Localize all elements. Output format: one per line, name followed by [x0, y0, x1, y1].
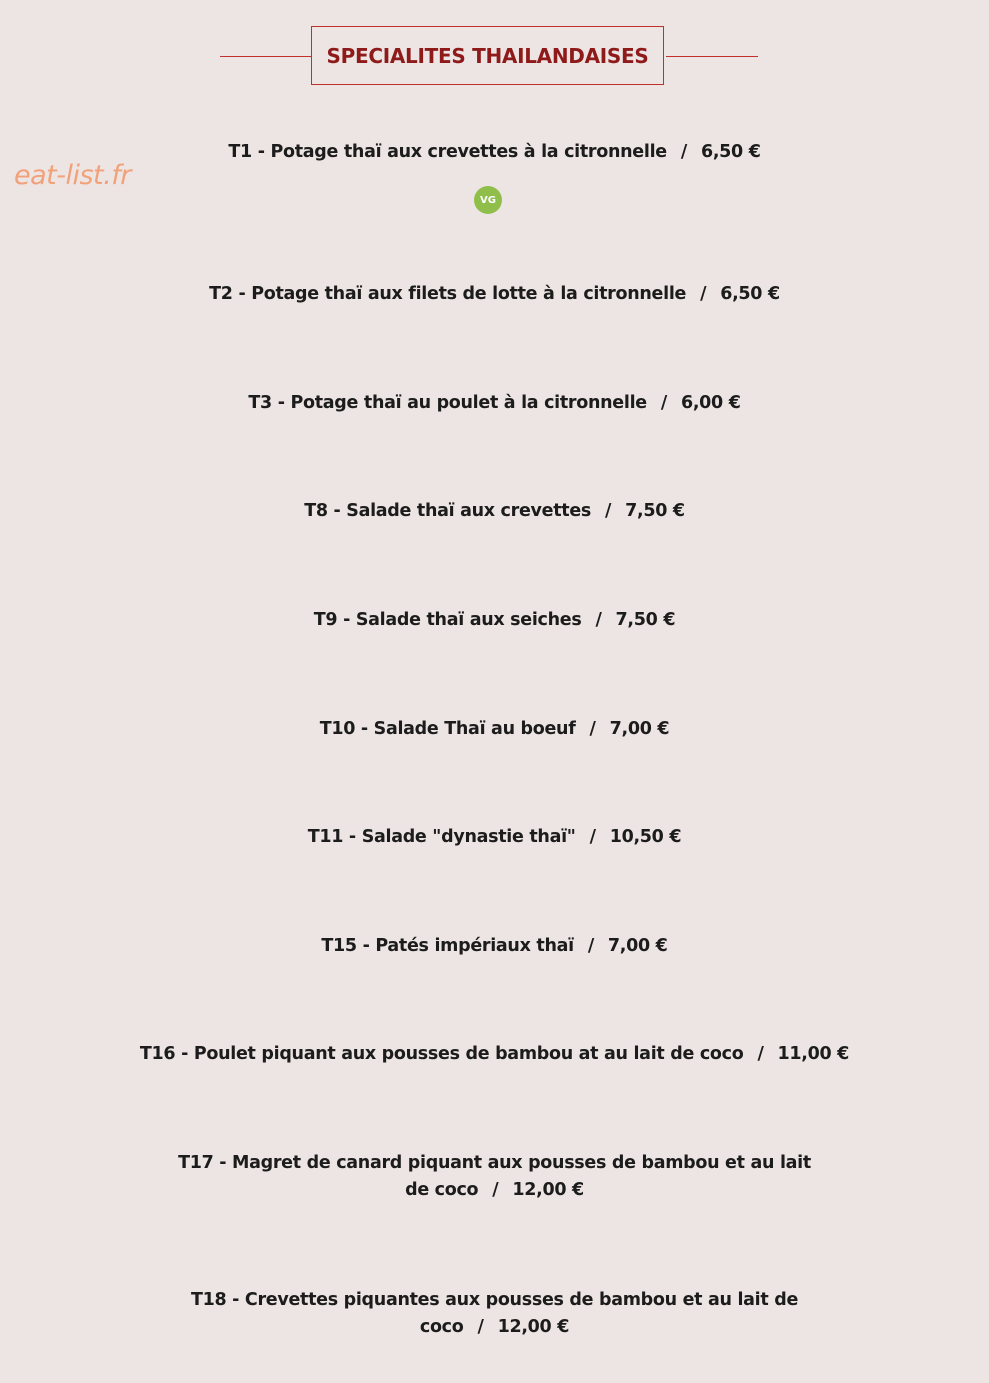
menu-item-name: T11 - Salade "dynastie thaï" [307, 827, 576, 847]
menu-item-name: T10 - Salade Thaï au boeuf [319, 719, 576, 739]
price-separator: / [605, 501, 612, 521]
menu-item-price: 7,00 € [609, 719, 670, 739]
section-header [220, 26, 758, 88]
menu-item-t15 [110, 933, 879, 960]
price-separator: / [757, 1044, 764, 1064]
menu-item-price: 12,00 € [512, 1180, 584, 1200]
menu-item-t1 [110, 139, 879, 166]
menu-item-price: 7,50 € [615, 610, 676, 630]
menu-item-t16 [110, 1041, 879, 1068]
menu-item-name: T3 - Potage thaï au poulet à la citronnelle [248, 393, 647, 413]
vegetarian-badge-icon [474, 186, 502, 214]
menu-item-name: T1 - Potage thaï aux crevettes à la citronnelle [228, 142, 667, 162]
price-separator: / [477, 1317, 484, 1337]
price-separator: / [680, 142, 687, 162]
vegetarian-badge-label: VG [480, 194, 496, 206]
price-separator: / [492, 1180, 499, 1200]
price-separator: / [587, 936, 594, 956]
menu-item-price: 10,50 € [609, 827, 682, 847]
price-separator: / [700, 284, 707, 304]
menu-item-name: T16 - Poulet piquant aux pousses de bambou at au lait de coco [139, 1044, 744, 1064]
menu-item-name: T9 - Salade thaï aux seiches [313, 610, 582, 630]
menu-item-t11 [110, 824, 879, 851]
menu-item-t3 [110, 390, 879, 417]
menu-item-t9 [110, 607, 879, 634]
section-title-box [311, 26, 664, 85]
price-separator: / [660, 393, 667, 413]
menu-item-price: 6,50 € [720, 284, 780, 304]
menu-item-price: 12,00 € [497, 1317, 570, 1337]
menu-item-name: T8 - Salade thaï aux crevettes [304, 501, 592, 521]
menu-item-price: 6,50 € [700, 142, 761, 162]
price-separator: / [589, 719, 596, 739]
menu-item-price: 7,00 € [607, 936, 668, 956]
menu-item-price: 7,50 € [625, 501, 685, 521]
menu-item-name: T2 - Potage thaï aux filets de lotte à la citronnelle [209, 284, 687, 304]
menu-item-t10 [110, 716, 879, 743]
menu-item-name: T17 - Magret de canard piquant aux pousses de bambou et au lait de coco [178, 1153, 811, 1200]
menu-item-price: 6,00 € [680, 393, 741, 413]
menu-item-t18 [170, 1287, 819, 1341]
menu-item-name: T15 - Patés impériaux thaï [321, 936, 574, 956]
menu-item-price: 11,00 € [777, 1044, 850, 1064]
menu-item-t2 [110, 281, 879, 308]
header-rule-right [666, 56, 758, 57]
header-rule-left [220, 56, 312, 57]
section-title: SPECIALITES THAILANDAISES [326, 43, 649, 68]
price-separator: / [589, 827, 596, 847]
menu-item-t17 [170, 1150, 819, 1204]
price-separator: / [595, 610, 602, 630]
menu-item-t8 [110, 498, 879, 525]
menu-item-name: T18 - Crevettes piquantes aux pousses de bambou et au lait de coco [190, 1290, 799, 1337]
watermark-logo: eat-list.fr [14, 160, 131, 191]
